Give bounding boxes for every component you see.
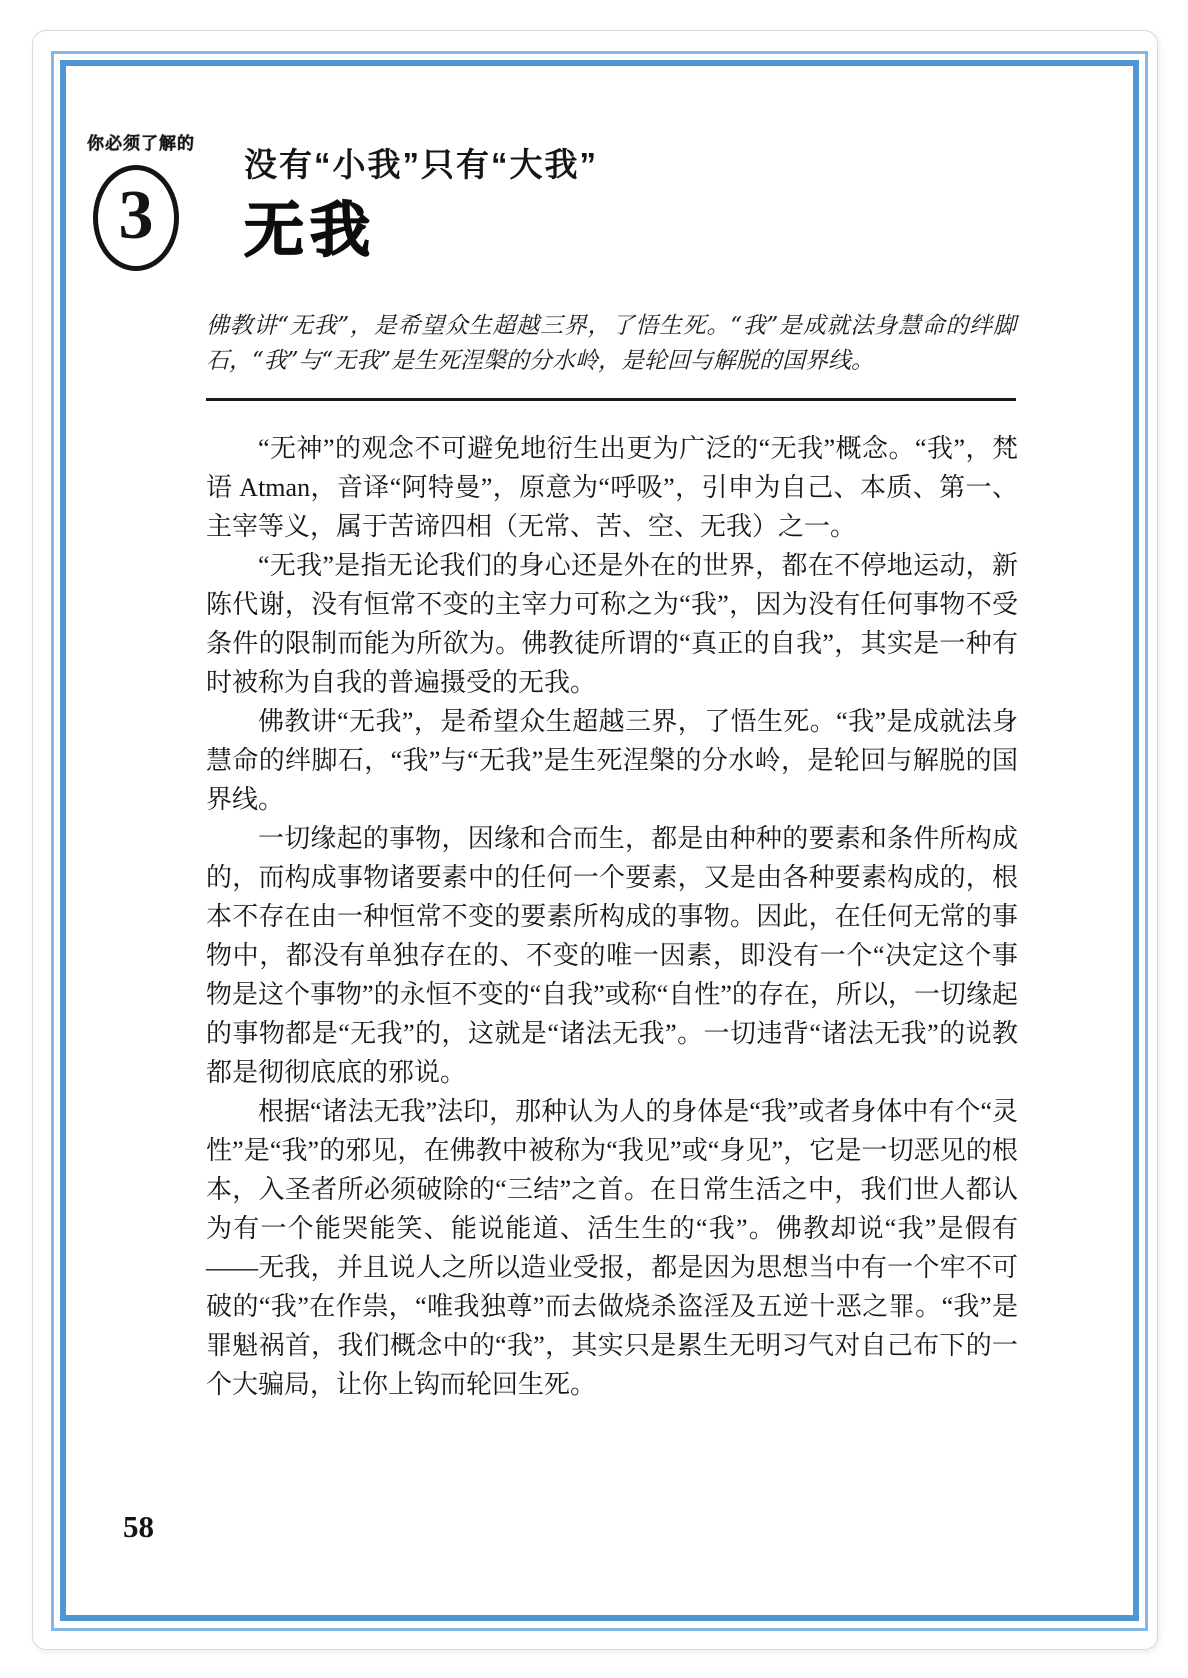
body-text	[206, 429, 1018, 1404]
chapter-title: 无我	[244, 197, 376, 264]
chapter-number: 3	[118, 177, 154, 254]
paragraph-1: “无神”的观念不可避免地衍生出更为广泛的“无我”概念。“我”，梵语 Atman，音译“阿特曼”，原意为“呼吸”，引申为自己、本质、第一、主宰等义，属于苦谛四相（无常、苦、空、无我）之一。	[206, 434, 1018, 541]
page-number: 58	[123, 1509, 154, 1544]
divider-rule	[206, 398, 1016, 401]
chapter-subtitle: 没有“小我”只有“大我”	[244, 146, 598, 183]
chapter-number-badge	[93, 165, 179, 271]
paragraph-2: “无我”是指无论我们的身心还是外在的世界，都在不停地运动，新陈代谢，没有恒常不变的主宰力可称之为“我”，因为没有任何事物不受条件的限制而能为所欲为。佛教徒所谓的“真正的自我”，其实是一种有时被称为自我的普遍摄受的无我。	[206, 551, 1018, 697]
intro-abstract: 佛教讲“无我”，是希望众生超越三界，了悟生死。“我”是成就法身慧命的绊脚石，“我”与“无我”是生死涅槃的分水岭，是轮回与解脱的国界线。	[206, 313, 1016, 374]
paragraph-3: 佛教讲“无我”，是希望众生超越三界，了悟生死。“我”是成就法身慧命的绊脚石，“我”与“无我”是生死涅槃的分水岭，是轮回与解脱的国界线。	[206, 707, 1018, 814]
paragraph-5: 根据“诸法无我”法印，那种认为人的身体是“我”或者身体中有个“灵性”是“我”的邪见，在佛教中被称为“我见”或“身见”，它是一切恶见的根本，入圣者所必须破除的“三结”之首。在日常生活之中，我们世人都认为有一个能哭能笑、能说能道、活生生的“我”。佛教却说“我”是假有——无我，并且说人之所以造业受报，都是因为思想当中有一个牢不可破的“我”在作祟，“唯我独尊”而去做烧杀盗淫及五逆十恶之罪。“我”是罪魁祸首，我们概念中的“我”，其实只是累生无明习气对自己布下的一个大骗局，让你上钩而轮回生死。	[206, 1097, 1018, 1399]
page-card	[32, 30, 1158, 1650]
series-label: 你必须了解的	[87, 134, 195, 153]
paragraph-4: 一切缘起的事物，因缘和合而生，都是由种种的要素和条件所构成的，而构成事物诸要素中的任何一个要素，又是由各种要素构成的，根本不存在由一种恒常不变的要素所构成的事物。因此，在任何无常的事物中，都没有单独存在的、不变的唯一因素，即没有一个“决定这个事物是这个事物”的永恒不变的“自我”或称“自性”的存在，所以，一切缘起的事物都是“无我”的，这就是“诸法无我”。一切违背“诸法无我”的说教都是彻彻底底的邪说。	[206, 824, 1018, 1087]
